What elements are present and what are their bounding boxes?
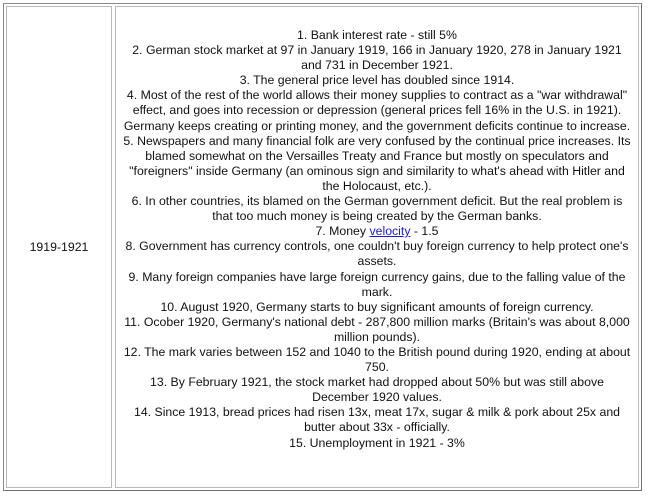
list-item: 11. Ocober 1920, Germany's national debt - 287,800 million marks (Britain's was about 8,000 million pounds). [124,314,630,344]
events-cell [115,6,639,488]
list-item: 12. The mark varies between 152 and 1040 to the British pound during 1920, ending at about 750. [123,344,631,375]
list-item-suffix: - 1.5 [410,224,439,239]
list-item: 15. Unemployment in 1921 - 3% [289,435,465,450]
list-item-prefix: 7. Money [315,224,370,239]
velocity-link[interactable]: velocity [369,224,411,239]
list-item [122,224,632,239]
list-item: 6. In other countries, its blamed on the German government deficit. But the real problem is that too much money is being created by the German banks. [131,194,623,224]
list-item: 14. Since 1913, bread prices had risen 13x, meat 17x, sugar & milk & pork about 25x and butter about 33x - officially. [133,405,620,435]
list-item: 3. The general price level has doubled since 1914. [239,73,515,88]
list-item: 9. Many foreign companies have large foreign currency gains, due to the falling value of the mark. [128,269,626,299]
list-item: 13. By February 1921, the stock market had dropped about 50% but was still above December 1920 values. [150,375,604,405]
list-item: 5. Newspapers and many financial folk are very confused by the continual price increases. Its blamed somewhat on the Versailles Treaty and France but mostly on speculators and "foreigners" inside Germany (an ominous sign and similarity to what's ahead with Hitler and the Holocaust, etc.). [123,133,631,193]
list-item: 10. August 1920, Germany starts to buy significant amounts of foreign currency. [160,299,594,314]
list-item: 8. Government has currency controls, one couldn't buy foreign currency to help protect one's assets. [125,239,629,269]
period-cell [6,6,112,488]
period-label: 1919-1921 [29,240,89,254]
list-item: 1. Bank interest rate - still 5% [297,28,457,42]
history-table [3,3,642,491]
list-item: 4. Most of the rest of the world allows their money supplies to contract as a "war withdrawal" effect, and goes into recession or depression (general prices fell 16% in the U.S. in 1921). Germany keeps creating or printing money, and the government deficits continue to increase. [123,88,631,133]
list-item: 2. German stock market at 97 in January 1919, 166 in January 1920, 278 in January 1921 and 731 in December 1921. [132,43,622,73]
